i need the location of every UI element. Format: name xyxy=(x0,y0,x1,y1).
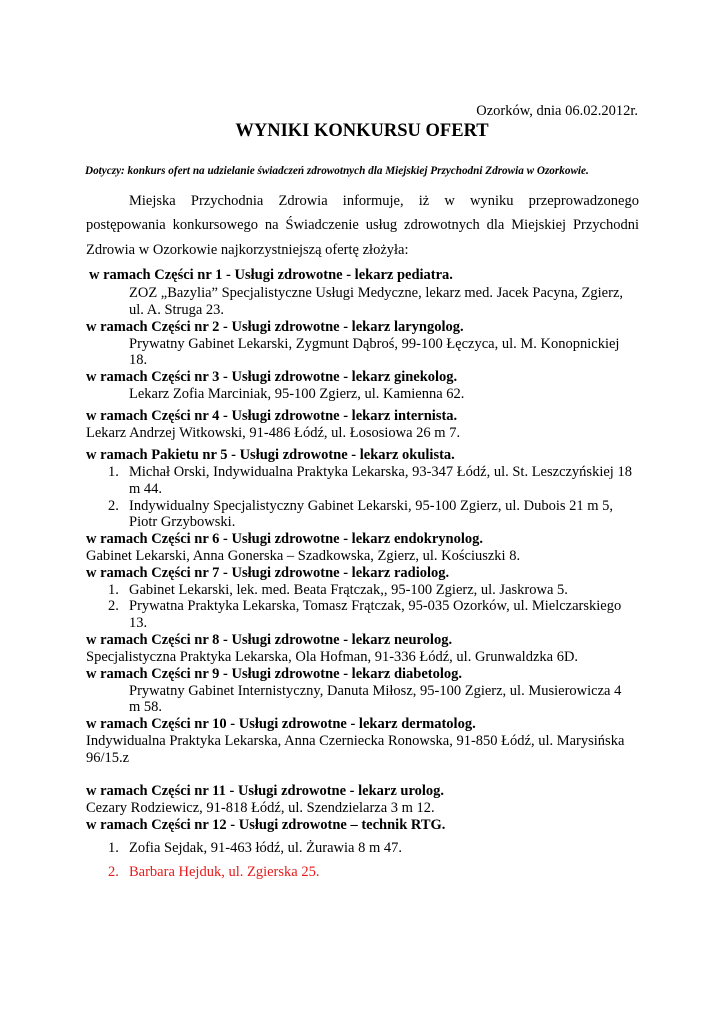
section-9-line-2: m 58. xyxy=(129,699,163,715)
section-12-item-1-number: 1. xyxy=(108,840,119,856)
section-12-item-2-line-1: Barbara Hejduk, ul. Zgierska 25. xyxy=(129,864,320,880)
section-1-line-1: ZOZ „Bazylia” Specjalistyczne Usługi Medyczne, lekarz med. Jacek Pacyna, Zgierz, xyxy=(129,285,623,301)
section-12-item-1-line-1: Zofia Sejdak, 91-463 łódź, ul. Żurawia 8 m 47. xyxy=(129,840,403,856)
section-9-line-1: Prywatny Gabinet Internistyczny, Danuta Miłosz, 95-100 Zgierz, ul. Musierowicza 4 xyxy=(129,683,622,699)
section-5-item-2-number: 2. xyxy=(108,498,119,514)
section-9-heading: w ramach Części nr 9 - Usługi zdrowotne - lekarz diabetolog. xyxy=(86,666,463,682)
section-7-item-1-line-1: Gabinet Lekarski, lek. med. Beata Frątczak,, 95-100 Zgierz, ul. Jaskrowa 5. xyxy=(129,582,568,598)
section-3-heading: w ramach Części nr 3 - Usługi zdrowotne - lekarz ginekolog. xyxy=(86,369,458,385)
section-5-heading: w ramach Pakietu nr 5 - Usługi zdrowotne - lekarz okulista. xyxy=(86,447,455,463)
section-4-line-1: Lekarz Andrzej Witkowski, 91-486 Łódź, ul. Łososiowa 26 m 7. xyxy=(86,425,461,441)
section-10-heading: w ramach Części nr 10 - Usługi zdrowotne - lekarz dermatolog. xyxy=(86,716,476,732)
section-4-heading: w ramach Części nr 4 - Usługi zdrowotne - lekarz internista. xyxy=(86,408,458,424)
section-1-heading: w ramach Części nr 1 - Usługi zdrowotne - lekarz pediatra. xyxy=(89,267,453,283)
document-date: Ozorków, dnia 06.02.2012r. xyxy=(476,103,638,119)
section-12-heading: w ramach Części nr 12 - Usługi zdrowotne – technik RTG. xyxy=(86,817,446,833)
section-7-item-1-number: 1. xyxy=(108,582,119,598)
section-7-heading: w ramach Części nr 7 - Usługi zdrowotne - lekarz radiolog. xyxy=(86,565,450,581)
section-5-item-2-line-2: Piotr Grzybowski. xyxy=(129,514,236,530)
subject-line: Dotyczy: konkurs ofert na udzielanie świadczeń zdrowotnych dla Miejskiej Przychodni Zdrowia w Ozorkowie. xyxy=(85,165,589,177)
section-7-item-2-number: 2. xyxy=(108,598,119,614)
section-10-line-1: Indywidualna Praktyka Lekarska, Anna Czerniecka Ronowska, 91-850 Łódź, ul. Marysińska xyxy=(86,733,625,749)
section-2-line-2: 18. xyxy=(129,352,148,368)
document-title: WYNIKI KONKURSU OFERT xyxy=(235,121,489,141)
section-2-line-1: Prywatny Gabinet Lekarski, Zygmunt Dąbroś, 99-100 Łęczyca, ul. M. Konopnickiej xyxy=(129,336,620,352)
intro-line-1: Miejska Przychodnia Zdrowia informuje, iż w wyniku przeprowadzonego xyxy=(129,193,639,209)
section-6-line-1: Gabinet Lekarski, Anna Gonerska – Szadkowska, Zgierz, ul. Kościuszki 8. xyxy=(86,548,521,564)
intro-line-2: postępowania konkursowego na Świadczenie usług zdrowotnych dla Miejskiej Przychodni xyxy=(86,217,639,233)
section-10-line-2: 96/15.z xyxy=(86,750,130,766)
section-8-heading: w ramach Części nr 8 - Usługi zdrowotne - lekarz neurolog. xyxy=(86,632,453,648)
section-2-heading: w ramach Części nr 2 - Usługi zdrowotne - lekarz laryngolog. xyxy=(86,319,464,335)
section-8-line-1: Specjalistyczna Praktyka Lekarska, Ola Hofman, 91-336 Łódź, ul. Grunwaldzka 6D. xyxy=(86,649,579,665)
section-7-item-2-line-1: Prywatna Praktyka Lekarska, Tomasz Frątczak, 95-035 Ozorków, ul. Mielczarskiego xyxy=(129,598,622,614)
section-5-item-1-line-2: m 44. xyxy=(129,481,163,497)
section-5-item-2-line-1: Indywidualny Specjalistyczny Gabinet Lekarski, 95-100 Zgierz, ul. Dubois 21 m 5, xyxy=(129,498,614,514)
section-6-heading: w ramach Części nr 6 - Usługi zdrowotne - lekarz endokrynolog. xyxy=(86,531,483,547)
intro-line-3: Zdrowia w Ozorkowie najkorzystniejszą ofertę złożyła: xyxy=(86,242,409,258)
section-1-line-2: ul. A. Struga 23. xyxy=(129,302,225,318)
section-11-line-1: Cezary Rodziewicz, 91-818 Łódź, ul. Szendzielarza 3 m 12. xyxy=(86,800,435,816)
section-7-item-2-line-2: 13. xyxy=(129,615,148,631)
section-3-line-1: Lekarz Zofia Marciniak, 95-100 Zgierz, ul. Kamienna 62. xyxy=(129,386,465,402)
section-11-heading: w ramach Części nr 11 - Usługi zdrowotne - lekarz urolog. xyxy=(86,783,445,799)
section-12-item-2-number: 2. xyxy=(108,864,119,880)
section-5-item-1-number: 1. xyxy=(108,464,119,480)
section-5-item-1-line-1: Michał Orski, Indywidualna Praktyka Lekarska, 93-347 Łódź, ul. St. Leszczyńskiej 18 xyxy=(129,464,632,480)
